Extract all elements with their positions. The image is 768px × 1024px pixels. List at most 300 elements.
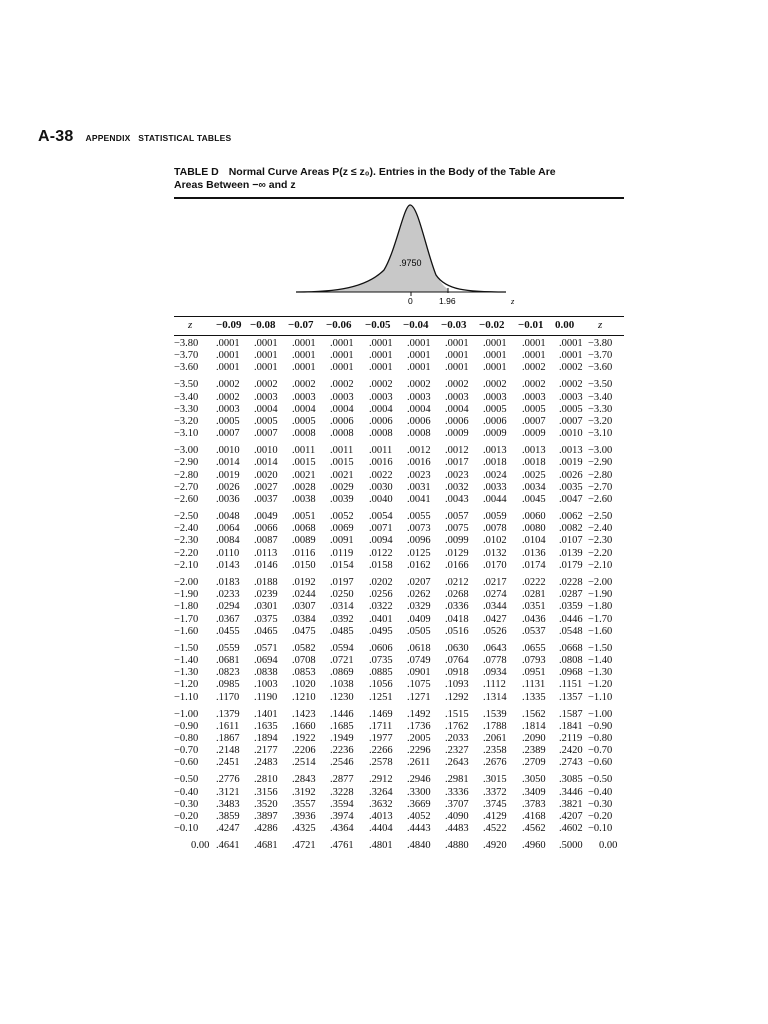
table-cell: .0001 [254, 338, 278, 349]
table-cell: .4801 [369, 840, 393, 852]
table-header-rule [174, 335, 624, 336]
table-cell: .2358 [483, 745, 507, 757]
z-value-right: −3.40 [588, 391, 613, 403]
table-cell: .0559 [216, 642, 240, 654]
z-value-left: −1.10 [174, 691, 199, 703]
column-header: −0.05 [365, 319, 391, 331]
table-cell: .0047 [559, 494, 583, 506]
z-value-left: −3.00 [174, 445, 199, 457]
row-group [174, 379, 624, 440]
table-cell: .0179 [559, 559, 583, 571]
table-cell: .0154 [330, 559, 354, 571]
table-cell: .2420 [559, 745, 583, 757]
table-cell: .0582 [292, 642, 316, 654]
table-cell: .0004 [292, 403, 316, 415]
z-value-right: −0.70 [588, 745, 613, 757]
table-cell: .0010 [559, 428, 583, 440]
table-cell: .0001 [292, 362, 316, 374]
table-cell: .4404 [369, 823, 393, 835]
table-cell: .0708 [292, 654, 316, 666]
table-cell: .1170 [216, 691, 240, 703]
table-cell: .0002 [254, 379, 278, 391]
table-cell: .0048 [216, 511, 240, 523]
table-row [174, 577, 624, 589]
z-value-right: 0.00 [599, 840, 618, 852]
table-cell: .0001 [445, 350, 469, 362]
table-cell: .5000 [559, 840, 583, 852]
table-cell: .0007 [254, 428, 278, 440]
table-cell: .0281 [522, 589, 546, 601]
table-cell: .0537 [522, 625, 546, 637]
table-cell: .0869 [330, 667, 354, 679]
table-cell: .0001 [522, 350, 546, 362]
table-cell: .0793 [522, 654, 546, 666]
z-value-right: −1.50 [588, 642, 613, 654]
z-value-left: −2.20 [174, 547, 199, 559]
table-cell: .0012 [445, 445, 469, 457]
table-cell: .0007 [522, 416, 546, 428]
table-cell: .3483 [216, 798, 240, 810]
table-cell: .0024 [483, 469, 507, 481]
z-value-right: −1.10 [588, 691, 613, 703]
table-cell: .0082 [559, 523, 583, 535]
table-cell: .0968 [559, 667, 583, 679]
column-header: −0.08 [250, 319, 276, 331]
table-cell: .0244 [292, 589, 316, 601]
table-cell: .0001 [483, 362, 507, 374]
table-cell: .0294 [216, 601, 240, 613]
normal-table-body [174, 338, 624, 857]
table-cell: .1446 [330, 708, 354, 720]
table-row [174, 823, 624, 835]
table-cell: .2119 [559, 732, 583, 744]
table-cell: .4880 [445, 840, 469, 852]
table-cell: .0158 [369, 559, 393, 571]
table-cell: .0001 [254, 350, 278, 362]
caption-line-1 [174, 166, 634, 179]
table-cell: .0017 [445, 457, 469, 469]
table-cell: .0192 [292, 576, 316, 588]
table-cell: .2611 [407, 757, 431, 769]
table-cell: .2810 [254, 774, 278, 786]
z-value-left: −1.00 [174, 708, 199, 720]
table-cell: .0367 [216, 613, 240, 625]
table-cell: .0025 [522, 469, 546, 481]
table-cell: .1131 [522, 679, 546, 691]
table-cell: .4129 [483, 810, 507, 822]
table-cell: .0212 [445, 576, 469, 588]
table-cell: .0228 [559, 576, 583, 588]
table-cell: .0016 [407, 457, 431, 469]
table-cell: .0630 [445, 642, 469, 654]
table-cell: .0001 [330, 350, 354, 362]
column-header: −0.03 [441, 319, 467, 331]
z-value-right: −2.30 [588, 535, 613, 547]
table-cell: .3557 [292, 798, 316, 810]
table-cell: .0036 [216, 494, 240, 506]
table-cell: .4721 [292, 840, 316, 852]
table-cell: .0035 [559, 481, 583, 493]
table-cell: .0002 [445, 379, 469, 391]
table-cell: .0418 [445, 613, 469, 625]
table-cell: .0059 [483, 511, 507, 523]
table-cell: .0001 [330, 362, 354, 374]
table-cell: .0618 [407, 642, 431, 654]
z-value-right: −0.90 [588, 720, 613, 732]
table-cell: .0003 [369, 391, 393, 403]
table-cell: .1762 [445, 720, 469, 732]
table-cell: .0091 [330, 535, 354, 547]
table-cell: .0003 [483, 391, 507, 403]
table-cell: .2389 [522, 745, 546, 757]
table-cell: .0918 [445, 667, 469, 679]
row-group [174, 643, 624, 704]
z-value-left: −0.40 [174, 786, 199, 798]
table-cell: .2843 [292, 774, 316, 786]
table-cell: .0001 [483, 338, 507, 349]
table-cell: .2946 [407, 774, 431, 786]
table-cell: .0239 [254, 589, 278, 601]
table-cell: .2266 [369, 745, 393, 757]
table-cell: .0102 [483, 535, 507, 547]
table-cell: .0268 [445, 589, 469, 601]
table-cell: .0029 [330, 481, 354, 493]
table-cell: .0002 [483, 379, 507, 391]
table-cell: .0006 [445, 416, 469, 428]
table-row [174, 482, 624, 494]
table-cell: .0001 [445, 362, 469, 374]
z-value-right: −2.50 [588, 511, 613, 523]
table-cell: .0004 [330, 403, 354, 415]
z-value-left: −3.20 [174, 416, 199, 428]
table-cell: .0004 [407, 403, 431, 415]
table-cell: .0001 [369, 362, 393, 374]
table-row [174, 362, 624, 374]
z-value-left: −3.70 [174, 350, 199, 362]
table-cell: .0322 [369, 601, 393, 613]
z-value-right: −0.30 [588, 798, 613, 810]
table-cell: .0001 [407, 338, 431, 349]
z-value-left: −1.60 [174, 625, 199, 637]
table-cell: .1038 [330, 679, 354, 691]
table-cell: .0287 [559, 589, 583, 601]
table-cell: .0233 [216, 589, 240, 601]
table-cell: .0041 [407, 494, 431, 506]
table-cell: .0010 [254, 445, 278, 457]
table-cell: .0064 [216, 523, 240, 535]
table-cell: .0113 [254, 547, 278, 559]
z-value-right: −3.30 [588, 403, 613, 415]
table-cell: .0001 [330, 338, 354, 349]
table-cell: .1423 [292, 708, 316, 720]
z-value-right: −1.30 [588, 667, 613, 679]
table-cell: .0020 [254, 469, 278, 481]
table-cell: .1736 [407, 720, 431, 732]
table-cell: .0985 [216, 679, 240, 691]
table-cell: .0119 [330, 547, 354, 559]
row-group [174, 445, 624, 506]
table-cell: .0011 [292, 445, 316, 457]
table-cell: .0066 [254, 523, 278, 535]
z-value-left: −3.50 [174, 379, 199, 391]
table-cell: .1230 [330, 691, 354, 703]
table-cell: .0051 [292, 511, 316, 523]
table-cell: .0005 [216, 416, 240, 428]
z-value-right: −3.60 [588, 362, 613, 374]
table-cell: .0207 [407, 576, 431, 588]
table-cell: .0057 [445, 511, 469, 523]
z-value-left: −1.90 [174, 589, 199, 601]
table-cell: .0013 [559, 445, 583, 457]
table-cell: .0084 [216, 535, 240, 547]
table-cell: .3821 [559, 798, 583, 810]
table-caption [174, 166, 634, 192]
table-cell: .0778 [483, 654, 507, 666]
table-cell: .0027 [254, 481, 278, 493]
table-cell: .3409 [522, 786, 546, 798]
table-cell: .0021 [292, 469, 316, 481]
table-cell: .0003 [445, 391, 469, 403]
z-value-right: −3.10 [588, 428, 613, 440]
table-cell: .0643 [483, 642, 507, 654]
table-cell: .1075 [407, 679, 431, 691]
table-cell: .0002 [559, 379, 583, 391]
table-cell: .0069 [330, 523, 354, 535]
z-value-right: −3.50 [588, 379, 613, 391]
table-row [174, 416, 624, 428]
table-cell: .0838 [254, 667, 278, 679]
table-row [174, 655, 624, 667]
table-cell: .0694 [254, 654, 278, 666]
table-top-rule [174, 316, 624, 317]
page-header [38, 128, 231, 146]
table-cell: .0001 [445, 338, 469, 349]
z-value-left: −0.30 [174, 798, 199, 810]
table-cell: .0003 [216, 403, 240, 415]
table-row [174, 733, 624, 745]
table-row [174, 799, 624, 811]
table-cell: .3783 [522, 798, 546, 810]
table-cell: .0003 [522, 391, 546, 403]
table-cell: .0125 [407, 547, 431, 559]
column-header: −0.04 [403, 319, 429, 331]
table-row [174, 535, 624, 547]
table-cell: .2643 [445, 757, 469, 769]
table-cell: .0465 [254, 625, 278, 637]
table-cell: .3121 [216, 786, 240, 798]
table-cell: .1562 [522, 708, 546, 720]
table-row [174, 379, 624, 391]
table-cell: .3669 [407, 798, 431, 810]
normal-curve-figure [296, 200, 556, 308]
table-cell: .0096 [407, 535, 431, 547]
table-cell: .4960 [522, 840, 546, 852]
table-cell: .2676 [483, 757, 507, 769]
table-cell: .2177 [254, 745, 278, 757]
table-row [174, 523, 624, 535]
table-cell: .0495 [369, 625, 393, 637]
table-cell: .0174 [522, 559, 546, 571]
table-row [174, 679, 624, 691]
table-cell: .0009 [522, 428, 546, 440]
table-cell: .0655 [522, 642, 546, 654]
table-cell: .0006 [330, 416, 354, 428]
table-cell: .1611 [216, 720, 240, 732]
table-cell: .0301 [254, 601, 278, 613]
table-cell: .0110 [216, 547, 240, 559]
table-cell: .2033 [445, 732, 469, 744]
z-value-left: −0.80 [174, 732, 199, 744]
table-cell: .0548 [559, 625, 583, 637]
table-row [174, 709, 624, 721]
table-cell: .0013 [522, 445, 546, 457]
table-cell: .0455 [216, 625, 240, 637]
table-cell: .0026 [216, 481, 240, 493]
table-row [174, 774, 624, 786]
table-cell: .0002 [522, 379, 546, 391]
table-cell: .0197 [330, 576, 354, 588]
table-cell: .0018 [483, 457, 507, 469]
table-cell: .0001 [522, 338, 546, 349]
table-cell: .0853 [292, 667, 316, 679]
table-cell: .0001 [292, 338, 316, 349]
row-group [174, 338, 624, 375]
table-cell: .0262 [407, 589, 431, 601]
table-cell: .1003 [254, 679, 278, 691]
table-cell: .2061 [483, 732, 507, 744]
table-cell: .0104 [522, 535, 546, 547]
table-row [174, 428, 624, 440]
table-cell: .0021 [330, 469, 354, 481]
table-cell: .1949 [330, 732, 354, 744]
table-cell: .0436 [522, 613, 546, 625]
table-cell: .1251 [369, 691, 393, 703]
table-cell: .1685 [330, 720, 354, 732]
table-cell: .0001 [216, 362, 240, 374]
z-value-right: −1.70 [588, 613, 613, 625]
table-cell: .0808 [559, 654, 583, 666]
table-cell: .0003 [407, 391, 431, 403]
table-cell: .3632 [369, 798, 393, 810]
z-value-left: −0.50 [174, 774, 199, 786]
z-value-right: −0.10 [588, 823, 613, 835]
z-value-left: −3.40 [174, 391, 199, 403]
table-row [174, 811, 624, 823]
table-cell: .0026 [559, 469, 583, 481]
z-value-left: −0.60 [174, 757, 199, 769]
table-cell: .2236 [330, 745, 354, 757]
table-cell: .0143 [216, 559, 240, 571]
column-header: −0.01 [518, 319, 544, 331]
table-cell: .0002 [292, 379, 316, 391]
table-cell: .4443 [407, 823, 431, 835]
table-cell: .2090 [522, 732, 546, 744]
table-cell: .0668 [559, 642, 583, 654]
table-cell: .3859 [216, 810, 240, 822]
z-value-right: −0.80 [588, 732, 613, 744]
table-cell: .0606 [369, 642, 393, 654]
table-cell: .0505 [407, 625, 431, 637]
table-cell: .0003 [330, 391, 354, 403]
tick-zero-label: 0 [408, 296, 413, 306]
table-row [174, 494, 624, 506]
table-cell: .4090 [445, 810, 469, 822]
table-cell: .0040 [369, 494, 393, 506]
table-cell: .0351 [522, 601, 546, 613]
table-cell: .0007 [216, 428, 240, 440]
z-value-left: −0.90 [174, 720, 199, 732]
table-cell: .3192 [292, 786, 316, 798]
table-cell: .0002 [216, 391, 240, 403]
table-cell: .1660 [292, 720, 316, 732]
table-cell: .4761 [330, 840, 354, 852]
table-cell: .0222 [522, 576, 546, 588]
table-cell: .0004 [445, 403, 469, 415]
z-value-right: −1.00 [588, 708, 613, 720]
table-cell: .0023 [407, 469, 431, 481]
table-cell: .0001 [292, 350, 316, 362]
table-cell: .0735 [369, 654, 393, 666]
table-cell: .1112 [483, 679, 506, 691]
table-cell: .0005 [292, 416, 316, 428]
table-row [174, 511, 624, 523]
table-cell: .2483 [254, 757, 278, 769]
table-cell: .0122 [369, 547, 393, 559]
row-group [174, 511, 624, 572]
table-cell: .0188 [254, 576, 278, 588]
table-cell: .2709 [522, 757, 546, 769]
z-value-right: −2.70 [588, 481, 613, 493]
table-cell: .3085 [559, 774, 583, 786]
table-cell: .0014 [254, 457, 278, 469]
z-value-left: −3.60 [174, 362, 199, 374]
table-cell: .0054 [369, 511, 393, 523]
table-cell: .1151 [559, 679, 583, 691]
table-cell: .1788 [483, 720, 507, 732]
table-cell: .0001 [559, 350, 583, 362]
table-row [174, 626, 624, 638]
table-cell: .0033 [483, 481, 507, 493]
table-cell: .0150 [292, 559, 316, 571]
table-cell: .0129 [445, 547, 469, 559]
table-cell: .0010 [216, 445, 240, 457]
z-value-right: −1.90 [588, 589, 613, 601]
table-cell: .1093 [445, 679, 469, 691]
z-value-right: −3.00 [588, 445, 613, 457]
table-cell: .1492 [407, 708, 431, 720]
z-value-left: −2.10 [174, 559, 199, 571]
table-cell: .0005 [559, 403, 583, 415]
table-cell: .1539 [483, 708, 507, 720]
table-cell: .0023 [445, 469, 469, 481]
z-value-right: −3.80 [588, 338, 613, 349]
table-cell: .3156 [254, 786, 278, 798]
table-cell: .0427 [483, 613, 507, 625]
table-label: TABLE D [174, 166, 219, 178]
table-cell: .3372 [483, 786, 507, 798]
table-cell: .0136 [522, 547, 546, 559]
column-header: z [598, 319, 603, 331]
table-cell: .0049 [254, 511, 278, 523]
z-value-right: −2.20 [588, 547, 613, 559]
table-row [174, 548, 624, 560]
z-value-right: −2.10 [588, 559, 613, 571]
table-cell: .0015 [292, 457, 316, 469]
axis-label: z [511, 296, 515, 306]
table-cell: .0005 [483, 403, 507, 415]
table-cell: .0516 [445, 625, 469, 637]
table-cell: .0038 [292, 494, 316, 506]
